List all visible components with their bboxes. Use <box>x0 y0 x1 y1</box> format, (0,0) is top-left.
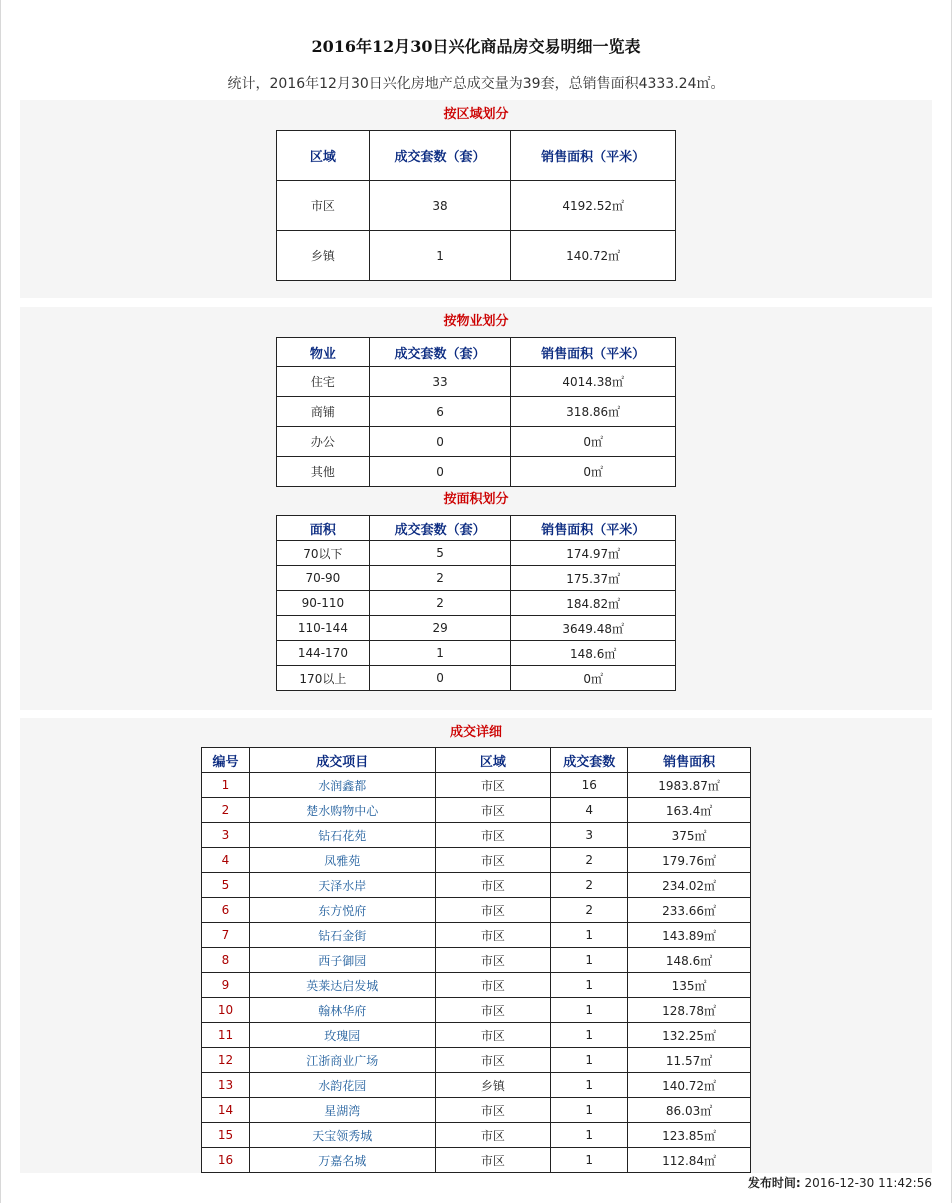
property-area-panel <box>20 307 932 710</box>
area-cell: 234.02㎡ <box>628 873 751 898</box>
count-cell: 4 <box>551 798 628 823</box>
area-cell: 4192.52㎡ <box>511 181 676 231</box>
count-cell: 38 <box>369 181 511 231</box>
count-cell: 1 <box>551 923 628 948</box>
header-cell: 销售面积（平米） <box>511 516 676 541</box>
table-row <box>202 1023 751 1048</box>
area-cell: 174.97㎡ <box>511 541 676 566</box>
details-header-row <box>202 748 751 773</box>
count-cell: 2 <box>369 591 511 616</box>
region-cell: 乡镇 <box>277 231 370 281</box>
count-cell: 3 <box>551 823 628 848</box>
count-cell: 2 <box>551 873 628 898</box>
index-cell: 10 <box>202 998 250 1023</box>
count-cell: 1 <box>551 973 628 998</box>
table-row <box>277 666 676 691</box>
index-cell: 16 <box>202 1148 250 1173</box>
index-cell: 15 <box>202 1123 250 1148</box>
area-cell: 11.57㎡ <box>628 1048 751 1073</box>
project-link[interactable]: 翰林华府 <box>249 998 435 1023</box>
index-cell: 6 <box>202 898 250 923</box>
area-cell: 163.4㎡ <box>628 798 751 823</box>
area-cell: 175.37㎡ <box>511 566 676 591</box>
area-cell: 140.72㎡ <box>628 1073 751 1098</box>
count-cell: 1 <box>551 1098 628 1123</box>
table-row <box>202 823 751 848</box>
property-cell: 商铺 <box>277 397 370 427</box>
table-row <box>202 1073 751 1098</box>
project-link[interactable]: 英莱达启发城 <box>249 973 435 998</box>
region-cell: 市区 <box>277 181 370 231</box>
table-row <box>202 1123 751 1148</box>
table-row <box>202 773 751 798</box>
region-cell: 市区 <box>435 923 551 948</box>
region-cell: 市区 <box>435 998 551 1023</box>
publish-time-label: 发布时间: <box>747 1176 801 1190</box>
header-cell: 销售面积（平米） <box>511 131 676 181</box>
project-link[interactable]: 玫瑰园 <box>249 1023 435 1048</box>
details-table <box>201 747 751 1173</box>
region-cell: 市区 <box>435 973 551 998</box>
publish-time <box>748 1174 932 1191</box>
area-cell: 148.6㎡ <box>511 641 676 666</box>
count-cell: 29 <box>369 616 511 641</box>
area-cell: 132.25㎡ <box>628 1023 751 1048</box>
header-cell: 物业 <box>277 338 370 367</box>
page-title: 2016年12月30日兴化商品房交易明细一览表 <box>311 37 641 56</box>
index-cell: 5 <box>202 873 250 898</box>
header-cell: 销售面积（平米） <box>511 338 676 367</box>
area-cell: 233.66㎡ <box>628 898 751 923</box>
table-row <box>202 973 751 998</box>
count-cell: 1 <box>551 948 628 973</box>
count-cell: 1 <box>369 231 511 281</box>
area-cell: 179.76㎡ <box>628 848 751 873</box>
region-cell: 市区 <box>435 773 551 798</box>
count-cell: 2 <box>551 898 628 923</box>
project-link[interactable]: 水润鑫都 <box>249 773 435 798</box>
index-cell: 13 <box>202 1073 250 1098</box>
area-cell: 184.82㎡ <box>511 591 676 616</box>
table-row <box>202 798 751 823</box>
table-row <box>202 1098 751 1123</box>
project-link[interactable]: 水韵花园 <box>249 1073 435 1098</box>
index-cell: 11 <box>202 1023 250 1048</box>
property-cell: 其他 <box>277 457 370 487</box>
area-cell: 135㎡ <box>628 973 751 998</box>
index-cell: 8 <box>202 948 250 973</box>
table-row <box>202 948 751 973</box>
region-cell: 市区 <box>435 1098 551 1123</box>
table-row <box>202 873 751 898</box>
count-cell: 2 <box>369 566 511 591</box>
count-cell: 16 <box>551 773 628 798</box>
page-left-border <box>0 0 1 1203</box>
range-cell: 70-90 <box>277 566 370 591</box>
area-cell: 140.72㎡ <box>511 231 676 281</box>
index-cell: 1 <box>202 773 250 798</box>
table-row <box>202 923 751 948</box>
details-panel <box>20 718 932 1173</box>
area-header-row <box>277 516 676 541</box>
region-cell: 市区 <box>435 798 551 823</box>
area-cell: 3649.48㎡ <box>511 616 676 641</box>
table-row <box>277 427 676 457</box>
table-row <box>202 848 751 873</box>
property-section-title: 按物业划分 <box>443 314 509 329</box>
range-cell: 90-110 <box>277 591 370 616</box>
project-link[interactable]: 钻石金街 <box>249 923 435 948</box>
range-cell: 170以上 <box>277 666 370 691</box>
count-cell: 1 <box>551 1048 628 1073</box>
header-cell: 区域 <box>277 131 370 181</box>
area-cell: 128.78㎡ <box>628 998 751 1023</box>
table-row <box>277 231 676 281</box>
region-cell: 市区 <box>435 948 551 973</box>
project-link[interactable]: 万嘉名城 <box>249 1148 435 1173</box>
count-cell: 1 <box>369 641 511 666</box>
range-cell: 144-170 <box>277 641 370 666</box>
area-cell: 375㎡ <box>628 823 751 848</box>
index-cell: 14 <box>202 1098 250 1123</box>
property-header-row <box>277 338 676 367</box>
index-cell: 2 <box>202 798 250 823</box>
count-cell: 1 <box>551 1023 628 1048</box>
area-cell: 123.85㎡ <box>628 1123 751 1148</box>
header-cell: 成交项目 <box>249 748 435 773</box>
area-cell: 0㎡ <box>511 427 676 457</box>
area-cell: 0㎡ <box>511 457 676 487</box>
region-cell: 市区 <box>435 873 551 898</box>
region-header-row <box>277 131 676 181</box>
table-row <box>277 457 676 487</box>
header-cell: 面积 <box>277 516 370 541</box>
header-cell: 成交套数（套） <box>369 131 511 181</box>
index-cell: 9 <box>202 973 250 998</box>
project-link[interactable]: 楚水购物中心 <box>249 798 435 823</box>
header-cell: 成交套数 <box>551 748 628 773</box>
header-cell: 销售面积 <box>628 748 751 773</box>
area-cell: 1983.87㎡ <box>628 773 751 798</box>
area-cell: 143.89㎡ <box>628 923 751 948</box>
header-cell: 编号 <box>202 748 250 773</box>
project-link[interactable]: 西子御园 <box>249 948 435 973</box>
summary-text: 统计，2016年12月30日兴化房地产总成交量为39套，总销售面积4333.24㎡。 <box>227 76 725 92</box>
index-cell: 3 <box>202 823 250 848</box>
table-row <box>277 591 676 616</box>
project-link[interactable]: 天宝领秀城 <box>249 1123 435 1148</box>
project-link[interactable]: 东方悦府 <box>249 898 435 923</box>
count-cell: 33 <box>369 367 511 397</box>
region-cell: 市区 <box>435 1123 551 1148</box>
region-cell: 市区 <box>435 898 551 923</box>
count-cell: 1 <box>551 1123 628 1148</box>
region-table <box>276 130 676 281</box>
table-row <box>202 1048 751 1073</box>
area-section-title: 按面积划分 <box>443 492 509 507</box>
table-row <box>202 898 751 923</box>
count-cell: 5 <box>369 541 511 566</box>
region-cell: 乡镇 <box>435 1073 551 1098</box>
count-cell: 0 <box>369 427 511 457</box>
header-cell: 成交套数（套） <box>369 338 511 367</box>
count-cell: 1 <box>551 998 628 1023</box>
table-row <box>277 541 676 566</box>
table-row <box>277 616 676 641</box>
index-cell: 4 <box>202 848 250 873</box>
index-cell: 12 <box>202 1048 250 1073</box>
project-link[interactable]: 江浙商业广场 <box>249 1048 435 1073</box>
range-cell: 110-144 <box>277 616 370 641</box>
table-row <box>277 367 676 397</box>
count-cell: 2 <box>551 848 628 873</box>
area-cell: 112.84㎡ <box>628 1148 751 1173</box>
area-cell: 0㎡ <box>511 666 676 691</box>
table-row <box>202 1148 751 1173</box>
project-link[interactable]: 凤雅苑 <box>249 848 435 873</box>
table-row <box>277 181 676 231</box>
project-link[interactable]: 钻石花苑 <box>249 823 435 848</box>
area-cell: 4014.38㎡ <box>511 367 676 397</box>
region-section-title: 按区域划分 <box>443 107 509 122</box>
region-panel <box>20 100 932 298</box>
table-row <box>277 641 676 666</box>
count-cell: 0 <box>369 666 511 691</box>
project-link[interactable]: 天泽水岸 <box>249 873 435 898</box>
range-cell: 70以下 <box>277 541 370 566</box>
table-row <box>277 397 676 427</box>
count-cell: 1 <box>551 1148 628 1173</box>
table-row <box>202 998 751 1023</box>
region-cell: 市区 <box>435 823 551 848</box>
index-cell: 7 <box>202 923 250 948</box>
property-cell: 办公 <box>277 427 370 457</box>
header-cell: 区域 <box>435 748 551 773</box>
region-cell: 市区 <box>435 1048 551 1073</box>
property-cell: 住宅 <box>277 367 370 397</box>
area-cell: 86.03㎡ <box>628 1098 751 1123</box>
area-table <box>276 515 676 691</box>
property-table <box>276 337 676 487</box>
table-row <box>277 566 676 591</box>
header-cell: 成交套数（套） <box>369 516 511 541</box>
details-section-title: 成交详细 <box>449 725 502 740</box>
area-cell: 148.6㎡ <box>628 948 751 973</box>
count-cell: 6 <box>369 397 511 427</box>
region-cell: 市区 <box>435 1148 551 1173</box>
region-cell: 市区 <box>435 1023 551 1048</box>
publish-time-value: 2016-12-30 11:42:56 <box>804 1176 932 1190</box>
region-cell: 市区 <box>435 848 551 873</box>
project-link[interactable]: 星湖湾 <box>249 1098 435 1123</box>
area-cell: 318.86㎡ <box>511 397 676 427</box>
count-cell: 1 <box>551 1073 628 1098</box>
count-cell: 0 <box>369 457 511 487</box>
